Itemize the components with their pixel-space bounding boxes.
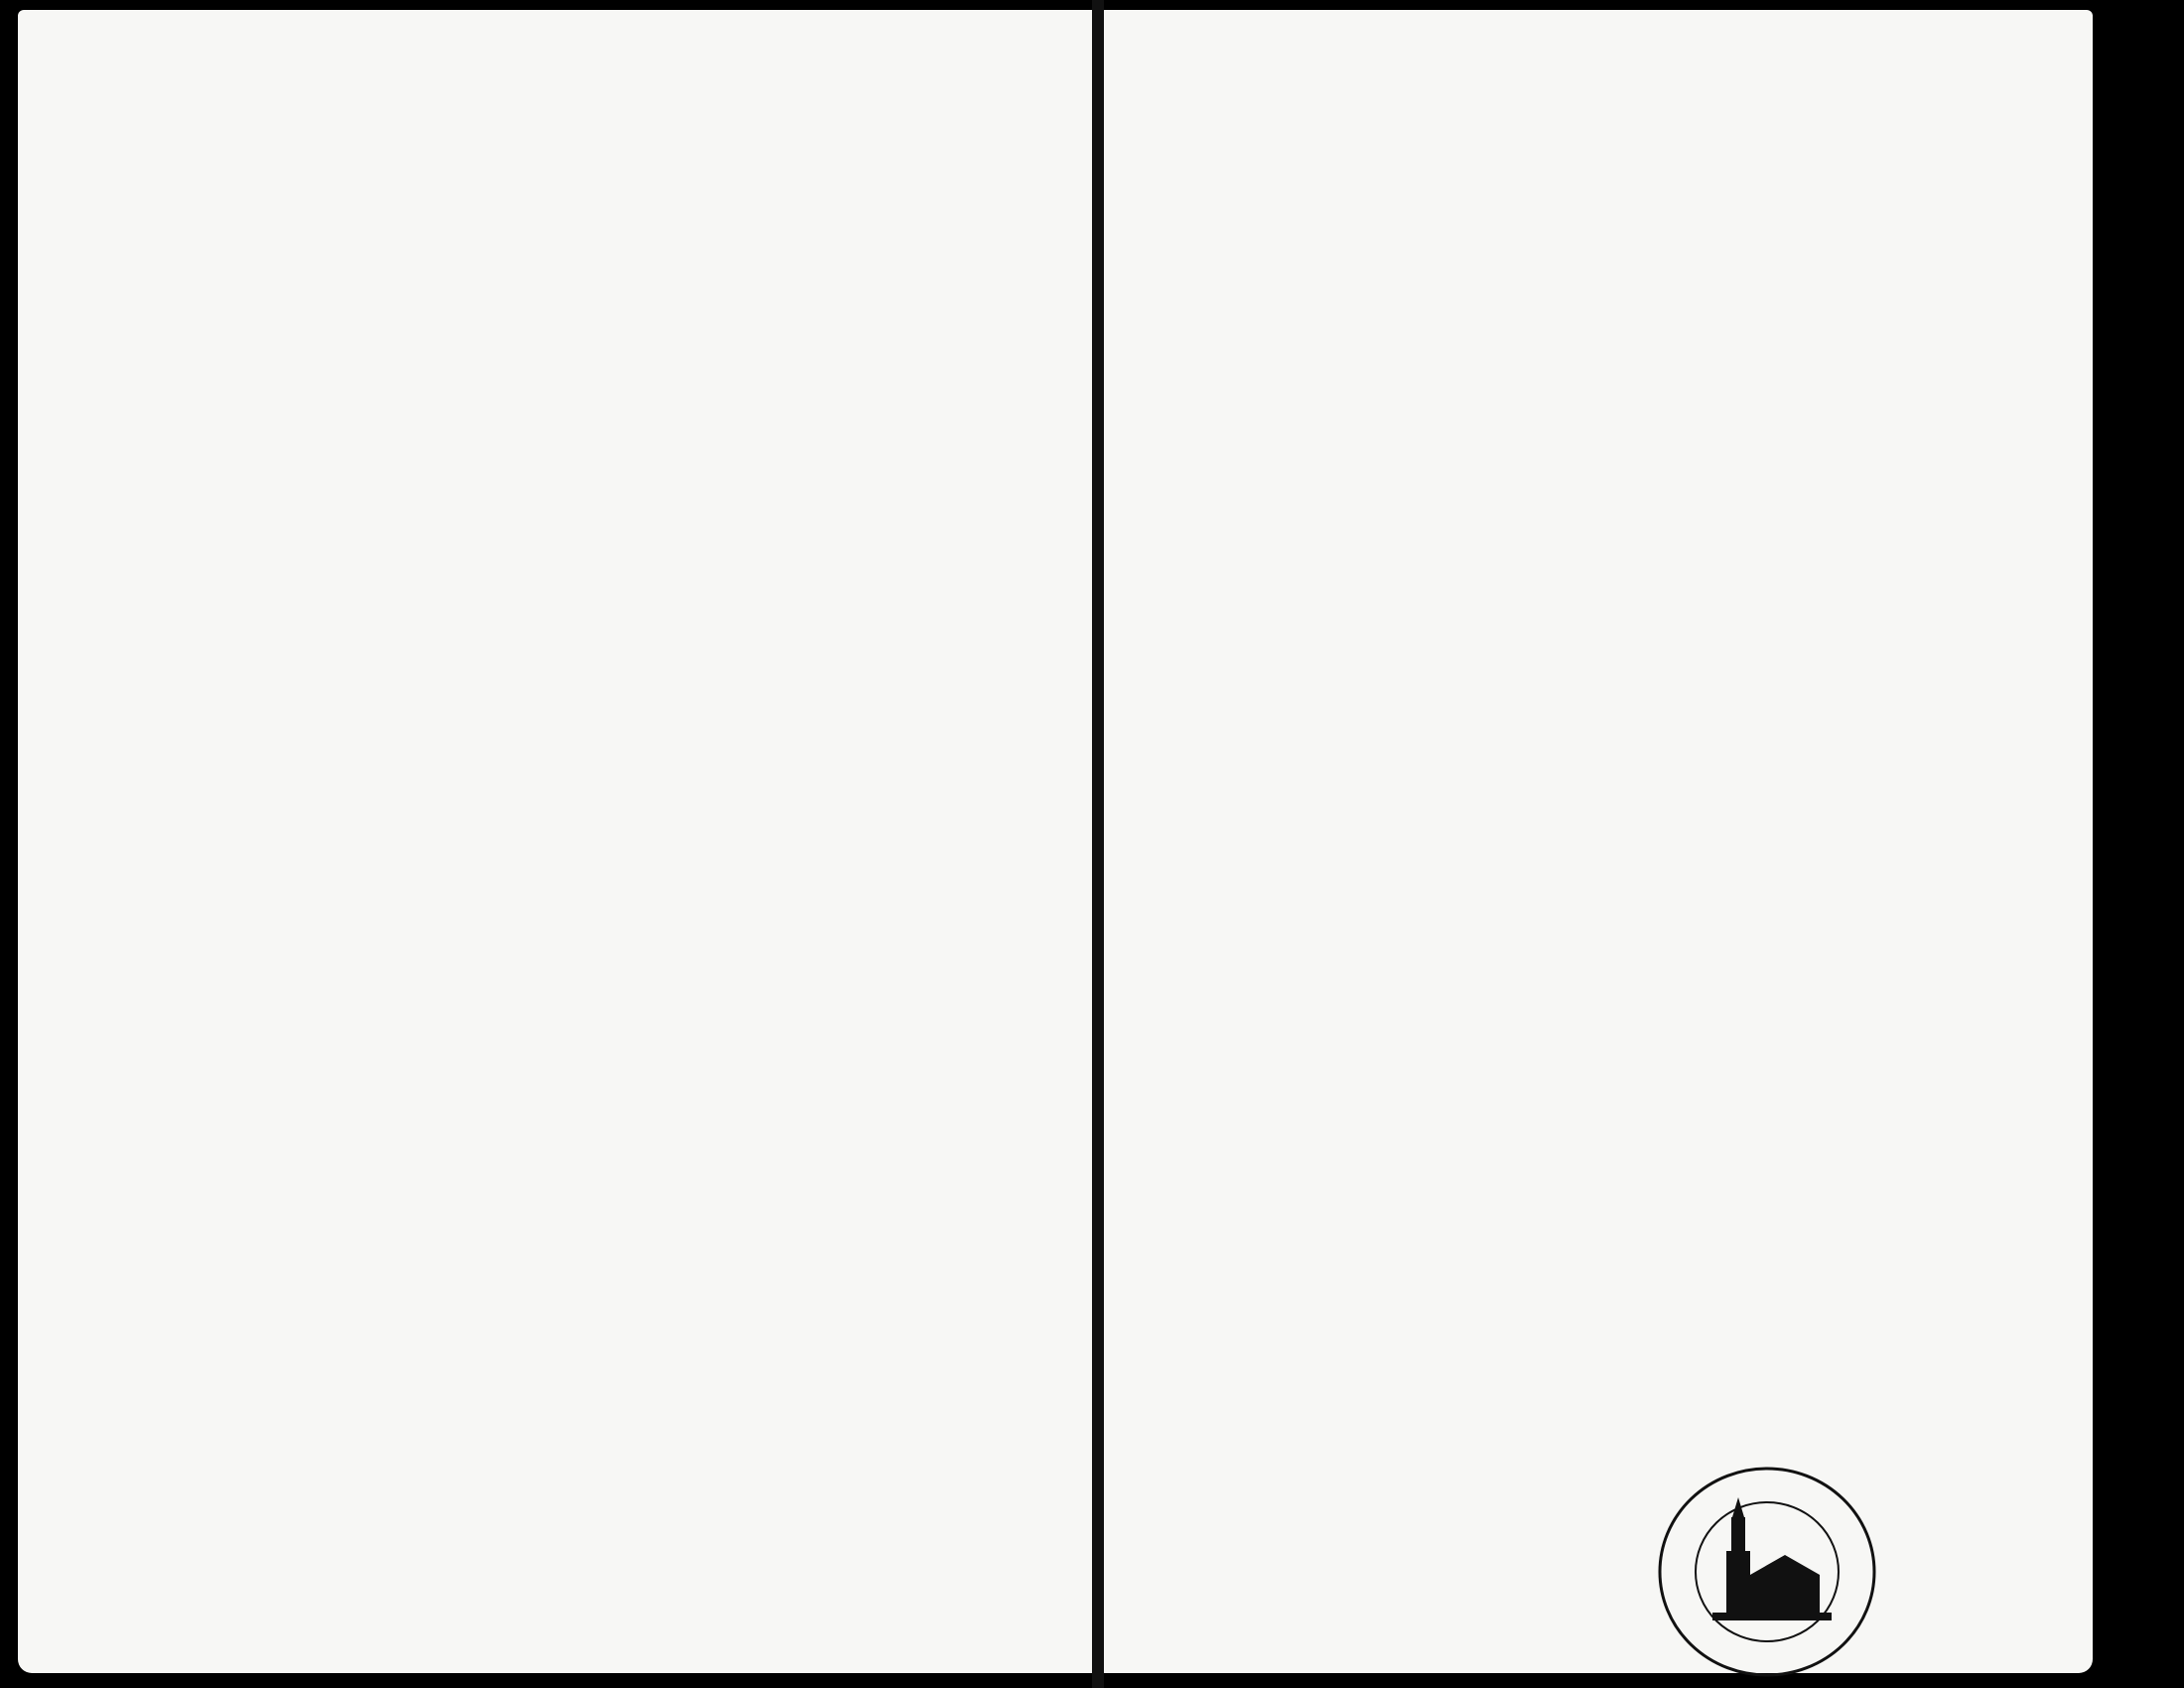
cathedral-icon: [1712, 1497, 1832, 1620]
diocese-stamp: [1653, 1458, 1881, 1686]
